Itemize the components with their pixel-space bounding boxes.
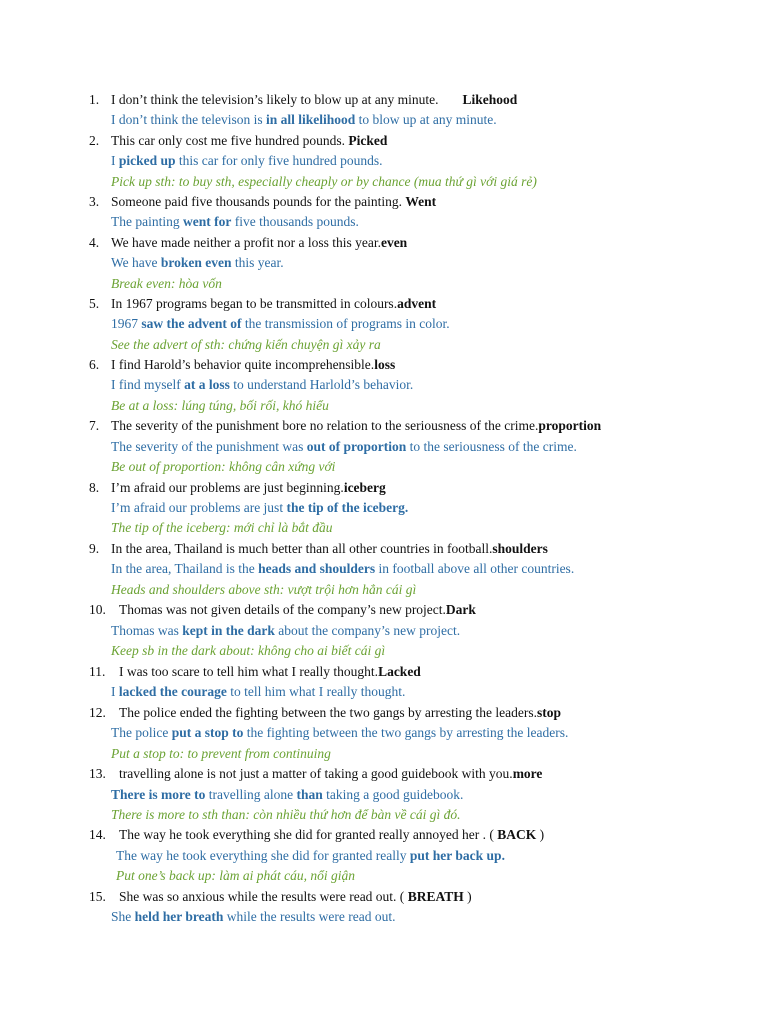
- answer-7: The severity of the punishment was out of proportion to the seriousness of the crime.: [111, 439, 577, 454]
- answer-14: The way he took everything she did for granted really put her back up.: [116, 848, 505, 863]
- answer-6: I find myself at a loss to understand Harlold’s behavior.: [111, 377, 414, 392]
- keyword: even: [380, 235, 408, 250]
- keyword: iceberg: [343, 480, 386, 495]
- answer-15: She held her breath while the results were read out.: [111, 909, 396, 924]
- question-2: 2. This car only cost me five hundred pounds. Picked: [89, 133, 388, 148]
- answer-1: I don’t think the televison is in all likelihood to blow up at any minute.: [111, 112, 497, 127]
- question-4: 4. We have made neither a profit nor a loss this year.even: [89, 235, 408, 250]
- answer-3: The painting went for five thousands pounds.: [111, 214, 359, 229]
- keyword: advent: [397, 296, 437, 311]
- question-7: 7. The severity of the punishment bore no relation to the seriousness of the crime.proportion: [89, 418, 602, 433]
- note-10: Keep sb in the dark about: không cho ai biết cái gì: [111, 643, 386, 658]
- keyword: loss: [374, 357, 396, 372]
- item-number: 1.: [89, 92, 100, 107]
- keyword: Picked: [348, 133, 388, 148]
- question-11: 11. I was too scare to tell him what I really thought.Lacked: [89, 664, 421, 679]
- note-2: Pick up sth: to buy sth, especially cheaply or by chance (mua thứ gì với giá rẻ): [111, 174, 537, 189]
- note-12: Put a stop to: to prevent from continuing: [111, 746, 331, 761]
- answer-2: I picked up this car for only five hundred pounds.: [111, 153, 383, 168]
- keyword: stop: [537, 705, 562, 720]
- note-6: Be at a loss: lúng túng, bối rối, khó hiểu: [111, 398, 329, 413]
- note-8: The tip of the iceberg: mới chỉ là bắt đầu: [111, 520, 333, 535]
- keyword: BACK: [497, 827, 537, 842]
- question-10: 10. Thomas was not given details of the company’s new project.Dark: [89, 602, 476, 617]
- keyword: Likehood: [462, 92, 518, 107]
- question-14: 14. The way he took everything she did for granted really annoyed her . ( BACK ): [89, 827, 545, 842]
- question-1: [0, 90, 768, 110]
- note-7: Be out of proportion: không cân xứng với: [111, 459, 336, 474]
- note-5: See the advert of sth: chứng kiến chuyện gì xảy ra: [111, 337, 381, 352]
- question-12: 12. The police ended the fighting between the two gangs by arresting the leaders.stop: [89, 705, 562, 720]
- keyword: Went: [405, 194, 437, 209]
- note-9: Heads and shoulders above sth: vượt trội hơn hẳn cái gì: [111, 582, 417, 597]
- note-13: There is more to sth than: còn nhiều thứ hơn để bàn về cái gì đó.: [111, 807, 461, 822]
- question-5: 5. In 1967 programs began to be transmitted in colours.advent: [89, 296, 437, 311]
- keyword: more: [512, 766, 543, 781]
- question-9: 9. In the area, Thailand is much better than all other countries in football.shoulders: [89, 541, 548, 556]
- answer-13: There is more to travelling alone than taking a good guidebook.: [111, 787, 464, 802]
- note-14: Put one’s back up: làm ai phát cáu, nổi giận: [116, 868, 355, 883]
- keyword: Lacked: [378, 664, 421, 679]
- question-13: 13. travelling alone is not just a matter of taking a good guidebook with you.more: [89, 766, 543, 781]
- question-8: 8. I’m afraid our problems are just beginning.iceberg: [89, 480, 386, 495]
- answer-9: In the area, Thailand is the heads and shoulders in football above all other countries.: [111, 561, 575, 576]
- note-4: Break even: hòa vốn: [111, 276, 222, 291]
- keyword: BREATH: [407, 889, 464, 904]
- answer-12: The police put a stop to the fighting between the two gangs by arresting the leaders.: [111, 725, 569, 740]
- keyword: Dark: [445, 602, 476, 617]
- question-6: 6. I find Harold’s behavior quite incomprehensible.loss: [89, 357, 396, 372]
- answer-4: We have broken even this year.: [111, 255, 284, 270]
- question-3: 3. Someone paid five thousands pounds for the painting. Went: [89, 194, 437, 209]
- answer-5: 1967 saw the advent of the transmission of programs in color.: [111, 316, 450, 331]
- keyword: proportion: [538, 418, 602, 433]
- question-text: I don’t think the television’s likely to blow up at any minute. Likehood: [111, 92, 518, 107]
- keyword: shoulders: [492, 541, 548, 556]
- answer-8: I’m afraid our problems are just the tip of the iceberg.: [111, 500, 409, 515]
- question-15: 15. She was so anxious while the results were read out. ( BREATH ): [89, 889, 472, 904]
- answer-10: Thomas was kept in the dark about the company’s new project.: [111, 623, 461, 638]
- answer-11: I lacked the courage to tell him what I really thought.: [111, 684, 406, 699]
- answer-keyword: in all likelihood: [266, 112, 356, 127]
